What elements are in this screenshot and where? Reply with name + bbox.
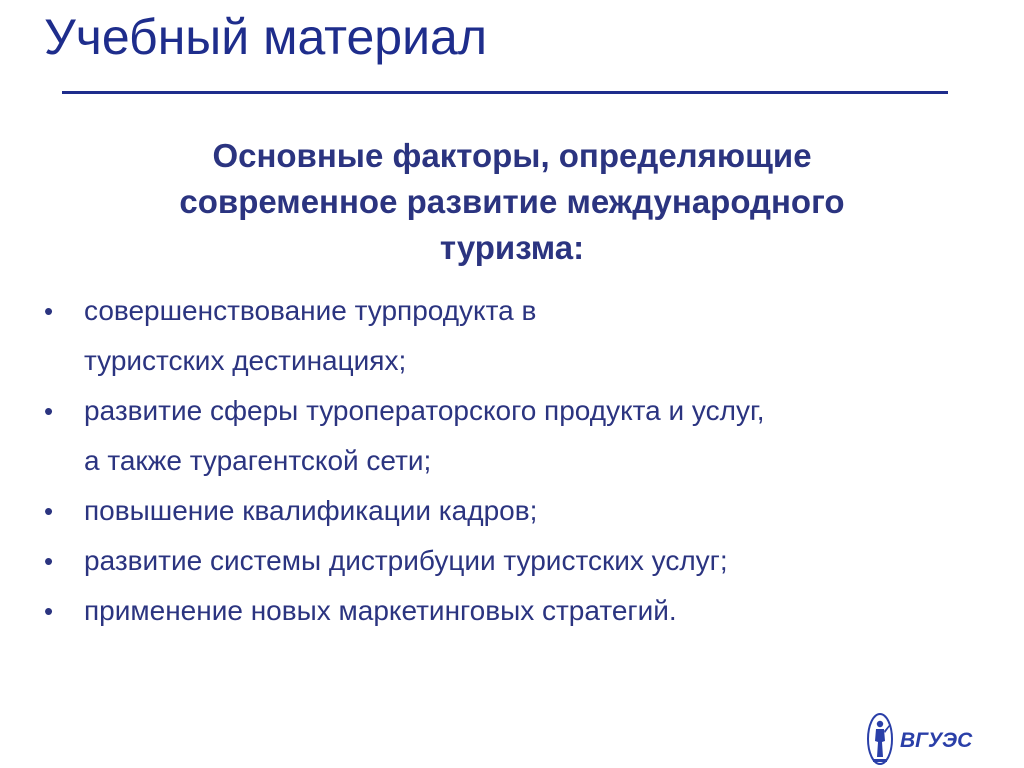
bullet-item [44, 286, 984, 386]
bullet-icon: • [44, 396, 54, 426]
bullet-line: а также турагентской сети; [84, 445, 432, 476]
bullet-line: повышение квалификации кадров; [84, 495, 538, 526]
bullet-list [44, 286, 984, 636]
subtitle-line: современное развитие международного [179, 183, 845, 220]
title-divider [62, 91, 948, 94]
subtitle-line: Основные факторы, определяющие [212, 137, 812, 174]
bullet-line: развитие сферы туроператорского продукта и услуг, [84, 395, 765, 426]
bullet-icon: • [44, 296, 54, 326]
bullet-line: туристских дестинациях; [84, 345, 407, 376]
bullet-item [44, 586, 984, 636]
bullet-line: совершенствование турпродукта в [84, 295, 537, 326]
bullet-item [44, 536, 984, 586]
bullet-icon: • [44, 546, 54, 576]
bullet-icon: • [44, 596, 54, 626]
bullet-line: развитие системы дистрибуции туристских услуг; [84, 545, 728, 576]
subtitle-line: туризма: [439, 229, 585, 266]
logo-text: ВГУЭС [900, 729, 973, 752]
bullet-icon: • [44, 496, 54, 526]
statue-emblem-icon [868, 714, 892, 764]
bullet-line: применение новых маркетинговых стратегий. [84, 595, 677, 626]
slide-subtitle [60, 133, 964, 271]
slide-title: Учебный материал [44, 9, 488, 65]
bullet-item [44, 386, 984, 486]
vgues-logo [864, 711, 994, 767]
bullet-item [44, 486, 984, 536]
